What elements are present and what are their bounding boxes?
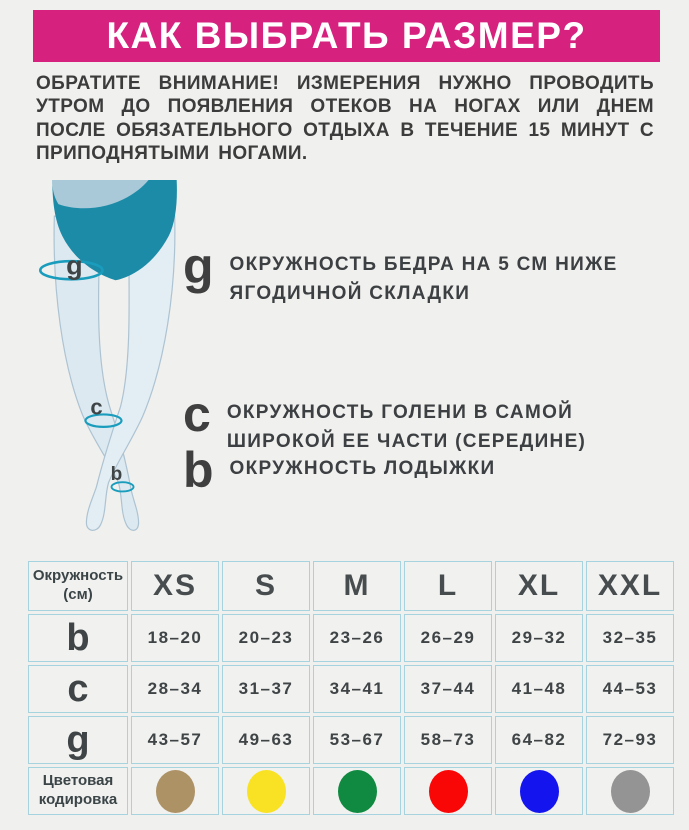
- cell-g-xl: 64–82: [495, 716, 583, 764]
- color-swatch-xxl: [611, 770, 650, 813]
- col-header-xxl: XXL: [586, 561, 674, 611]
- measurement-g-label: ОКРУЖНОСТЬ БЕДРА НА 5 СМ НИЖЕ ЯГОДИЧНОЙ СКЛАДКИ: [229, 254, 618, 305]
- swatch-cell-m: [313, 767, 401, 815]
- ring-label-c: c: [90, 394, 103, 420]
- ring-label-b: b: [110, 463, 123, 485]
- swatch-cell-s: [222, 767, 310, 815]
- cell-g-s: 49–63: [222, 716, 310, 764]
- col-header-xs: XS: [131, 561, 219, 611]
- cell-c-m: 34–41: [313, 665, 401, 713]
- swatch-cell-xs: [131, 767, 219, 815]
- swatch-cell-xxl: [586, 767, 674, 815]
- cell-c-xl: 41–48: [495, 665, 583, 713]
- header-banner: [33, 10, 660, 62]
- notice-text: ОБРАТИТЕ ВНИМАНИЕ! ИЗМЕРЕНИЯ НУЖНО ПРОВОДИТЬ УТРОМ ДО ПОЯВЛЕНИЯ ОТЕКОВ НА НОГАХ ИЛИ ДНЕМ ПОСЛЕ ОБЯЗАТЕЛЬНОГО ОТДЫХА В ТЕЧЕНИЕ 15 МИНУТ С ПРИПОДНЯТЫМИ НОГАМИ.: [36, 73, 654, 165]
- cell-c-s: 31–37: [222, 665, 310, 713]
- color-swatch-xl: [520, 770, 559, 813]
- ring-label-g: g: [66, 249, 83, 281]
- col-header-l: L: [404, 561, 492, 611]
- cell-b-m: 23–26: [313, 614, 401, 662]
- swatch-cell-xl: [495, 767, 583, 815]
- cell-c-xxl: 44–53: [586, 665, 674, 713]
- cell-b-xl: 29–32: [495, 614, 583, 662]
- cell-b-s: 20–23: [222, 614, 310, 662]
- color-swatch-m: [338, 770, 377, 813]
- size-table: [25, 558, 677, 818]
- row-label-b: b: [28, 614, 128, 662]
- measurement-b-label: ОКРУЖНОСТЬ ЛОДЫЖКИ: [229, 458, 496, 479]
- measurement-c-letter: c: [183, 386, 211, 442]
- measurement-g: [183, 238, 660, 309]
- legs-figure-icon: [24, 174, 204, 550]
- cell-b-l: 26–29: [404, 614, 492, 662]
- col-header-m: M: [313, 561, 401, 611]
- size-table-header-row: [28, 561, 674, 611]
- color-swatch-s: [247, 770, 286, 813]
- measurement-g-letter: g: [183, 238, 214, 294]
- row-label-g: g: [28, 716, 128, 764]
- cell-c-xs: 28–34: [131, 665, 219, 713]
- color-coding-row: [28, 767, 674, 815]
- color-swatch-l: [429, 770, 468, 813]
- corner-header: Окружность (см): [28, 561, 128, 611]
- table-row-c: [28, 665, 674, 713]
- table-row-g: [28, 716, 674, 764]
- col-header-s: S: [222, 561, 310, 611]
- cell-g-xs: 43–57: [131, 716, 219, 764]
- color-swatch-xs: [156, 770, 195, 813]
- col-header-xl: XL: [495, 561, 583, 611]
- cell-c-l: 37–44: [404, 665, 492, 713]
- cell-g-l: 58–73: [404, 716, 492, 764]
- cell-g-m: 53–67: [313, 716, 401, 764]
- measurement-b: [183, 442, 496, 498]
- page-title: КАК ВЫБРАТЬ РАЗМЕР?: [106, 15, 587, 56]
- cell-g-xxl: 72–93: [586, 716, 674, 764]
- measurement-c: [183, 386, 647, 457]
- color-row-label: Цветовая кодировка: [28, 767, 128, 815]
- cell-b-xs: 18–20: [131, 614, 219, 662]
- cell-b-xxl: 32–35: [586, 614, 674, 662]
- measurement-c-label: ОКРУЖНОСТЬ ГОЛЕНИ В САМОЙ ШИРОКОЙ ЕЕ ЧАСТИ (СЕРЕДИНЕ): [226, 402, 587, 453]
- row-label-c: c: [28, 665, 128, 713]
- table-row-b: [28, 614, 674, 662]
- swatch-cell-l: [404, 767, 492, 815]
- measurement-b-letter: b: [183, 442, 214, 498]
